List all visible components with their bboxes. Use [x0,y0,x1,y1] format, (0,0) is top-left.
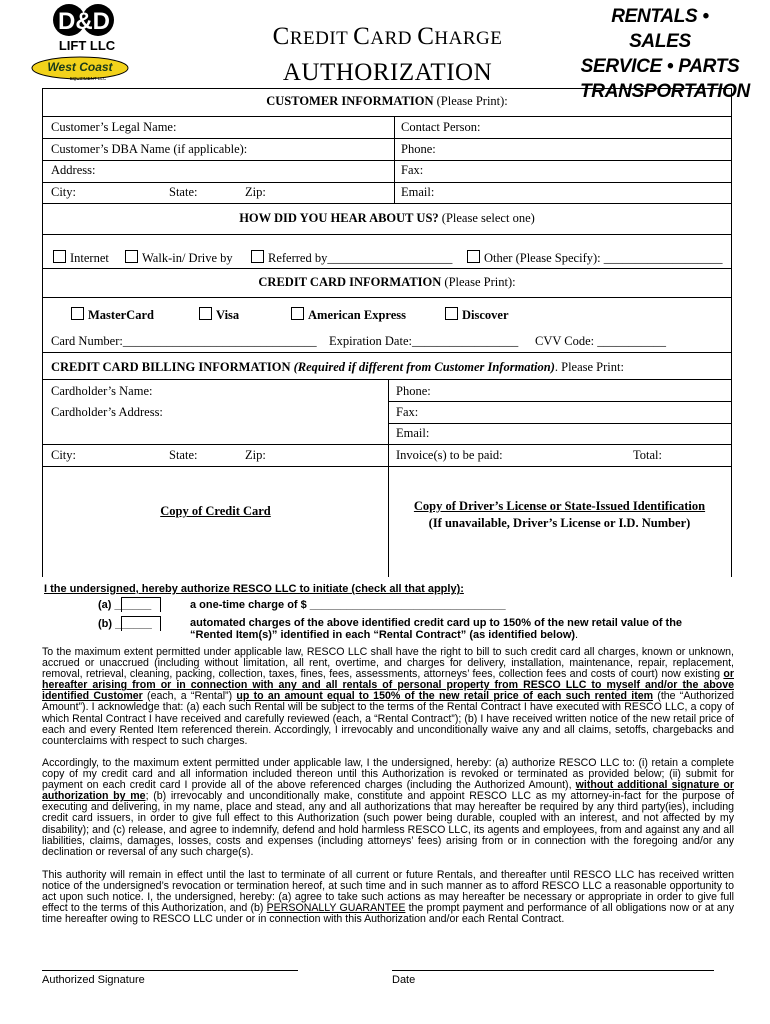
checkbox-icon[interactable] [199,307,212,320]
billing-zip-label: Zip: [245,448,266,462]
hear-option-other[interactable]: Other (Please Specify): ___________________ [467,250,723,266]
card-number-field[interactable]: Card Number:_______________________________ [51,334,317,348]
form-box [42,88,732,577]
dd-lift-logo [44,2,130,52]
invoices-label: Invoice(s) to be paid: [396,448,503,462]
option-a-box[interactable] [121,597,161,612]
zip-label: Zip: [245,185,266,199]
card-type-discover[interactable]: Discover [445,307,509,323]
checkbox-icon[interactable] [53,250,66,263]
hear-option-walk-in[interactable]: Walk-in/ Drive by [125,250,233,266]
hear-heading: HOW DID YOU HEAR ABOUT US? (Please select one) [239,211,535,225]
billing-phone-label: Phone: [396,384,431,398]
billing-email-label: Email: [396,426,430,440]
checkbox-icon[interactable] [445,307,458,320]
state-label: State: [169,185,198,199]
date-label: Date [392,974,416,986]
copy-license-sub: (If unavailable, Driver’s License or I.D. Number) [428,516,691,530]
email-label: Email: [401,185,435,199]
authorized-signature-label: Authorized Signature [42,974,145,986]
logo-dd-text: D&D [58,8,110,35]
logo-west-text: West Coast [47,60,113,74]
dba-name-label: Customer’s DBA Name (if applicable): [51,142,248,156]
fax-label: Fax: [401,163,424,177]
checkbox-icon[interactable] [251,250,264,263]
copy-credit-card-label: Copy of Credit Card [160,504,271,518]
west-coast-logo [30,56,130,82]
customer-info-heading: CUSTOMER INFORMATION (Please Print): [266,94,508,108]
phone-label: Phone: [401,142,436,156]
total-label: Total: [633,448,662,462]
date-line[interactable] [392,970,714,971]
billing-fax-label: Fax: [396,405,419,419]
logo-lift-text: LIFT LLC [58,38,116,52]
billing-city-label: City: [51,448,77,462]
card-type-visa[interactable]: Visa [199,307,239,323]
billing-state-label: State: [169,448,198,462]
paragraph-billing-terms: To the maximum extent permitted under applicable law, RESCO LLC shall have the right to bill to such credit card all charges, known or unknown, accrued or unaccrued (including without limitation, all rent, overtime, and charges for delivery, installation, maintenance, repair, replacement, removal, retrieval, cleaning, packing, collection, taxes, fines, fees, assessments, attorneys’ fees, collection fees and costs of court) now existing or hereafter arising from or in connection with any and all rentals of personal property from RESCO LLC to myself and/or the above identified Customer (each, a “Rental”) up to an amount equal to 150% of the new retail price of each such rented item (the “Authorized Amount”). I acknowledge that: (a) each such Rental will be subject to the terms of the Rental Contract I have executed with RESCO LLC, a copy of which Rental Contract I have received and carefully reviewed (each, a “Rental Contract”); (b) I have received written notice of the new retail price of each and every Rented Item referenced therein. Accordingly, I irrevocably and unconditionally waive any and all claims, setoffs, chargebacks and counterclaims with respect to such charges. [42,646,734,747]
card-type-amex[interactable]: American Express [291,307,406,323]
signature-line[interactable] [42,970,298,971]
checkbox-icon[interactable] [71,307,84,320]
hear-option-referred[interactable]: Referred by____________________ [251,250,452,266]
authorize-intro: I the undersigned, hereby authorize RESCO LLC to initiate (check all that apply): [44,583,464,595]
hear-option-internet[interactable]: Internet [53,250,109,266]
logo-west-sub: EQUIPMENT LLC [69,76,107,81]
copy-license-label: Copy of Driver’s License or State-Issued Identification [413,499,706,513]
cardholder-address-label: Cardholder’s Address: [51,405,163,419]
checkbox-icon[interactable] [125,250,138,263]
address-label: Address: [51,163,96,177]
cvv-field[interactable]: CVV Code: ___________ [535,334,667,348]
services-banner: RENTALS • SALES SERVICE • PARTS TRANSPORTATION [580,6,750,102]
city-label: City: [51,185,77,199]
option-a-check[interactable]: (a) ______ [98,599,152,611]
card-type-mastercard[interactable]: MasterCard [71,307,154,323]
checkbox-icon[interactable] [291,307,304,320]
checkbox-icon[interactable] [467,250,480,263]
paragraph-duration: This authority will remain in effect until the last to terminate of all current or future Rentals, and thereafter until RESCO LLC has received written notice of the undersigned’s revocation or termination hereof, at such time and in such manner as to afford RESCO LLC a reasonable opportunity to act upon such notice. I, the undersigned, hereby: (a) agree to take such actions as may hereafter be necessary or appropriate in order to give full effect to the terms of this Authorization, and (b) PERSONALLY GUARANTEE the prompt payment and performance of all obligations now or at any time hereafter owing to RESCO LLC under or in connection with this Authorization and/or each Rental Contract. [42,869,734,926]
cardholder-name-label: Cardholder’s Name: [51,384,153,398]
billing-heading: CREDIT CARD BILLING INFORMATION (Required if different from Customer Information). Please Print: [51,360,624,374]
option-b-text: automated charges of the above identified credit card up to 150% of the new retail value of the “Rented Item(s)” identified in each “Rental Contract” (as identified below). [190,617,683,641]
option-b-check[interactable]: (b) ______ [98,618,152,630]
page-title: CREDIT CARD CHARGE AUTHORIZATION [200,20,575,90]
contact-person-label: Contact Person: [401,120,481,134]
option-a-text: a one-time charge of $ ________________________________ [190,599,506,611]
option-b-box[interactable] [121,616,161,631]
paragraph-authorization: Accordingly, to the maximum extent permitted under applicable law, I the undersigned, hereby: (a) authorize RESCO LLC to: (i) retain a complete copy of my credit card and all information included thereon until this Authorization is revoked or terminated as provided below; (ii) submit for payment on each credit card I provide all of the above referenced charges (including the Authorized Amount), without additional signature or authorization by me; (b) irrevocably and unconditionally make, constitute and appoint RESCO LLC as my attorney-in-fact for the purpose of executing and delivering, in my name, place and stead, any and all authorizations that may hereafter be required by any third party(ies), including credit card issuers, in order to give full effect to this Authorization (such power being durable, coupled with an interest, and not affected by my disability); and (c) release, and agree to indemnify, defend and hold harmless RESCO LLC, its agents and employees, from and against any and all liabilities, claims, damages, losses, costs and expenses (including attorneys’ fees) arising from or in connection with the foregoing and/or any declination or reversal of any such charge(s). [42,757,735,858]
title-line-2: AUTHORIZATION [282,59,493,86]
card-info-heading: CREDIT CARD INFORMATION (Please Print): [258,275,516,289]
expiration-field[interactable]: Expiration Date:_________________ [329,334,519,348]
legal-name-label: Customer’s Legal Name: [51,120,177,134]
